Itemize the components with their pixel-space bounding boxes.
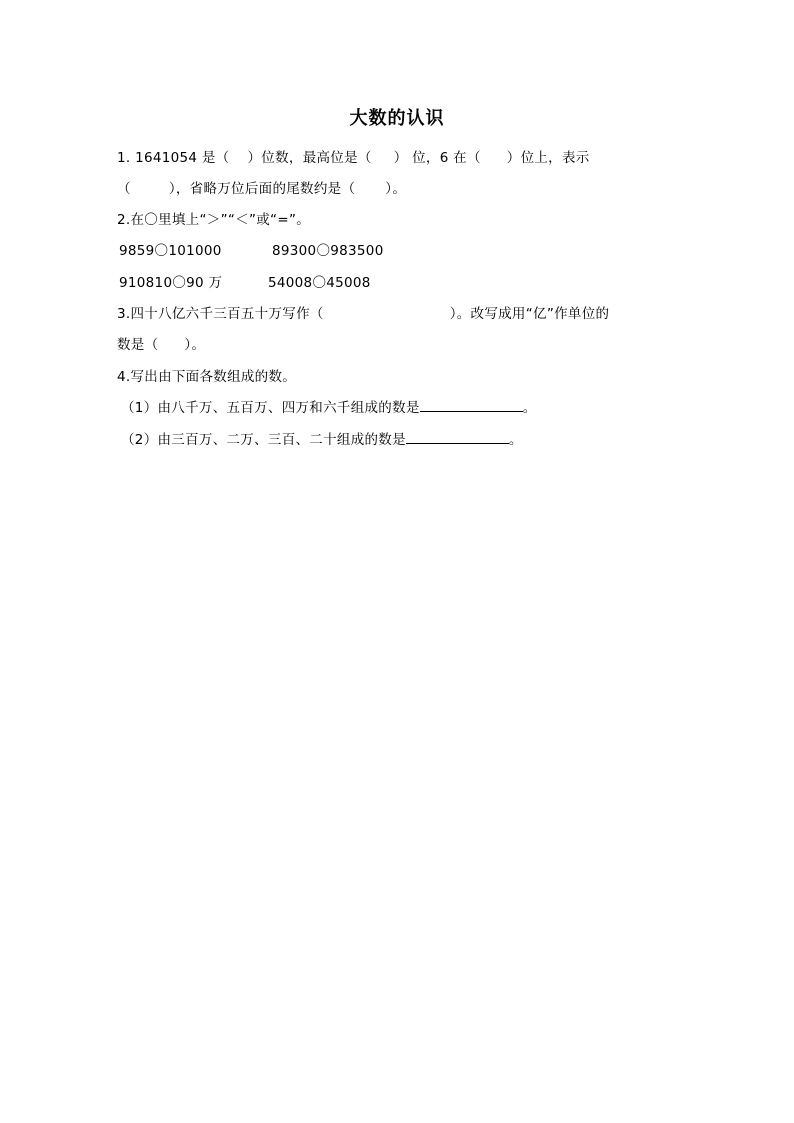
question-4-sub-1 [121,396,537,416]
compare-item-4: 54008〇45008 [268,275,371,291]
compare-item-1: 9859〇101000 [119,243,222,259]
page-title: 大数的认识 [349,108,445,129]
question-1-line-2 [117,177,406,197]
q1-text-b: ）位数，最高位是（ [247,150,372,166]
q3-text-b: ）。改写成用“亿”作单位的 [449,306,610,322]
question-4-sub-2 [121,428,523,448]
compare-item-2: 89300〇983500 [272,243,384,259]
question-3-line-1 [117,302,609,322]
question-2-prompt: 2.在〇里填上“＞”“＜”或“=”。 [117,212,311,228]
q1-text-g: ）。 [385,181,407,197]
question-1-line-1 [117,146,590,166]
answer-blank-2[interactable] [406,429,509,444]
q1-text-e: （ [117,181,131,197]
q3-text-c: 数是（ [117,337,159,353]
q3-text-a: 3.四十八亿六千三百五十万写作（ [117,306,324,322]
q4-sub2-text: （2）由三百万、二万、三百、二十组成的数是 [121,432,406,448]
question-3-line-2 [117,333,205,353]
q1-text-c: ） 位，6 在（ [393,150,481,166]
q1-text-f: ），省略万位后面的尾数约是（ [168,181,356,197]
q1-text-a: 1. 1641054 是（ [117,150,230,166]
q3-text-d: ）。 [184,337,206,353]
question-4-prompt: 4.写出由下面各数组成的数。 [117,369,297,385]
compare-item-3: 910810〇90 万 [119,275,223,291]
q4-sub2-end: 。 [508,432,523,448]
answer-blank-1[interactable] [420,397,523,412]
q4-sub1-text: （1）由八千万、五百万、四万和六千组成的数是 [121,400,420,416]
q1-text-d: ）位上，表示 [506,150,590,166]
q4-sub1-end: 。 [522,400,537,416]
